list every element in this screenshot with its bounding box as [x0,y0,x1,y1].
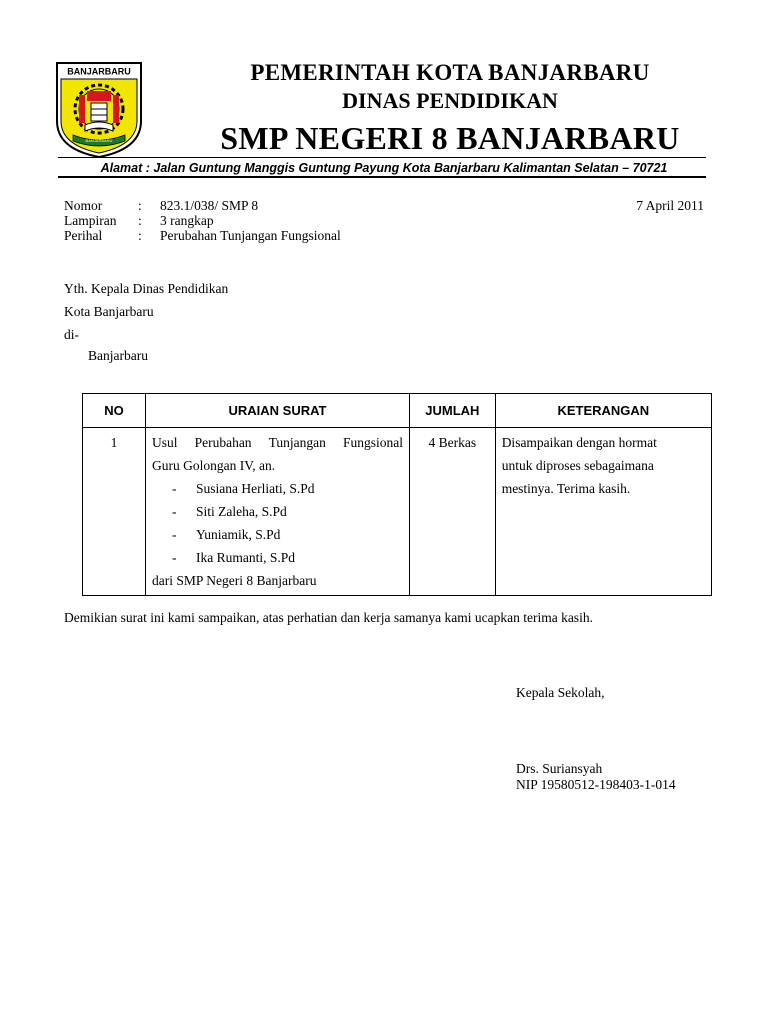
recipient-line-1: Yth. Kepala Dinas Pendidikan [64,281,229,296]
header-no: NO [83,394,146,428]
perihal-colon: : [138,228,142,243]
signature-name: Drs. Suriansyah [516,761,603,776]
nomor-value: 823.1/038/ SMP 8 [160,198,259,213]
list-dash: - [171,550,177,565]
school-address: Alamat : Jalan Guntung Manggis Guntung Payung Kota Banjarbaru Kalimantan Selatan – 70721 [100,161,668,175]
list-dash: - [171,504,177,519]
meta-lampiran [0,213,768,229]
cell-notes [495,428,711,596]
table-row [83,428,712,596]
desc-word: Perubahan [194,435,252,450]
note-line-2: untuk diproses sebagaimana [501,458,654,473]
logo-banner-text: BANJARBARU [85,138,113,143]
recipient-line-3: di- [64,327,79,342]
list-dash: - [171,481,177,496]
perihal-value: Perubahan Tunjangan Fungsional [160,228,341,243]
city-emblem-logo [55,61,143,159]
teacher-name: Susiana Herliati, S.Pd [195,481,315,496]
recipient-line-4: Banjarbaru [88,348,148,363]
signature-nip: NIP 19580512-198403-1-014 [516,777,676,792]
desc-word: Usul [151,435,178,450]
teacher-name: Yuniamik, S.Pd [195,527,281,542]
description-last-line: dari SMP Negeri 8 Banjarbaru [151,573,317,588]
lampiran-colon: : [138,213,142,228]
teacher-name: Ika Rumanti, S.Pd [195,550,295,565]
nomor-colon: : [138,198,142,213]
government-heading: PEMERINTAH KOTA BANJARBARU [250,60,650,85]
table-header-row [83,394,712,428]
name-list-item [152,546,403,569]
note-line-3: mestinya. Terima kasih. [501,481,631,496]
recipient-line-2: Kota Banjarbaru [64,304,154,319]
letter-content-table [82,393,712,596]
list-dash: - [171,527,177,542]
school-name-heading: SMP NEGERI 8 BANJARBARU [220,120,680,156]
header-rule-top [58,157,706,158]
letter-date: 7 April 2011 [636,198,704,213]
cell-quantity: 4 Berkas [410,428,496,596]
description-line-1 [152,431,403,454]
signature-title: Kepala Sekolah, [516,685,605,700]
header-rule-bottom [58,176,706,178]
desc-word: Tunjangan [268,435,326,450]
name-list-item [152,477,403,500]
header-notes: KETERANGAN [495,394,711,428]
name-list-item [152,500,403,523]
note-line-1: Disampaikan dengan hormat [501,435,657,450]
header-description: URAIAN SURAT [145,394,409,428]
name-list-item [152,523,403,546]
description-line-2: Guru Golongan IV, an. [151,458,276,473]
cell-description [145,428,409,596]
department-heading: DINAS PENDIDIKAN [342,88,558,113]
meta-perihal [0,228,768,244]
perihal-label: Perihal [64,228,103,243]
teacher-name: Siti Zaleha, S.Pd [195,504,287,519]
header-quantity: JUMLAH [410,394,496,428]
lampiran-value: 3 rangkap [160,213,214,228]
cell-no: 1 [83,428,146,596]
closing-sentence: Demikian surat ini kami sampaikan, atas perhatian dan kerja samanya kami ucapkan terima kasih. [64,610,593,625]
lampiran-label: Lampiran [64,213,117,228]
logo-top-text: BANJARBARU [67,66,131,77]
nomor-label: Nomor [64,198,103,213]
desc-word: Fungsional [342,435,403,450]
